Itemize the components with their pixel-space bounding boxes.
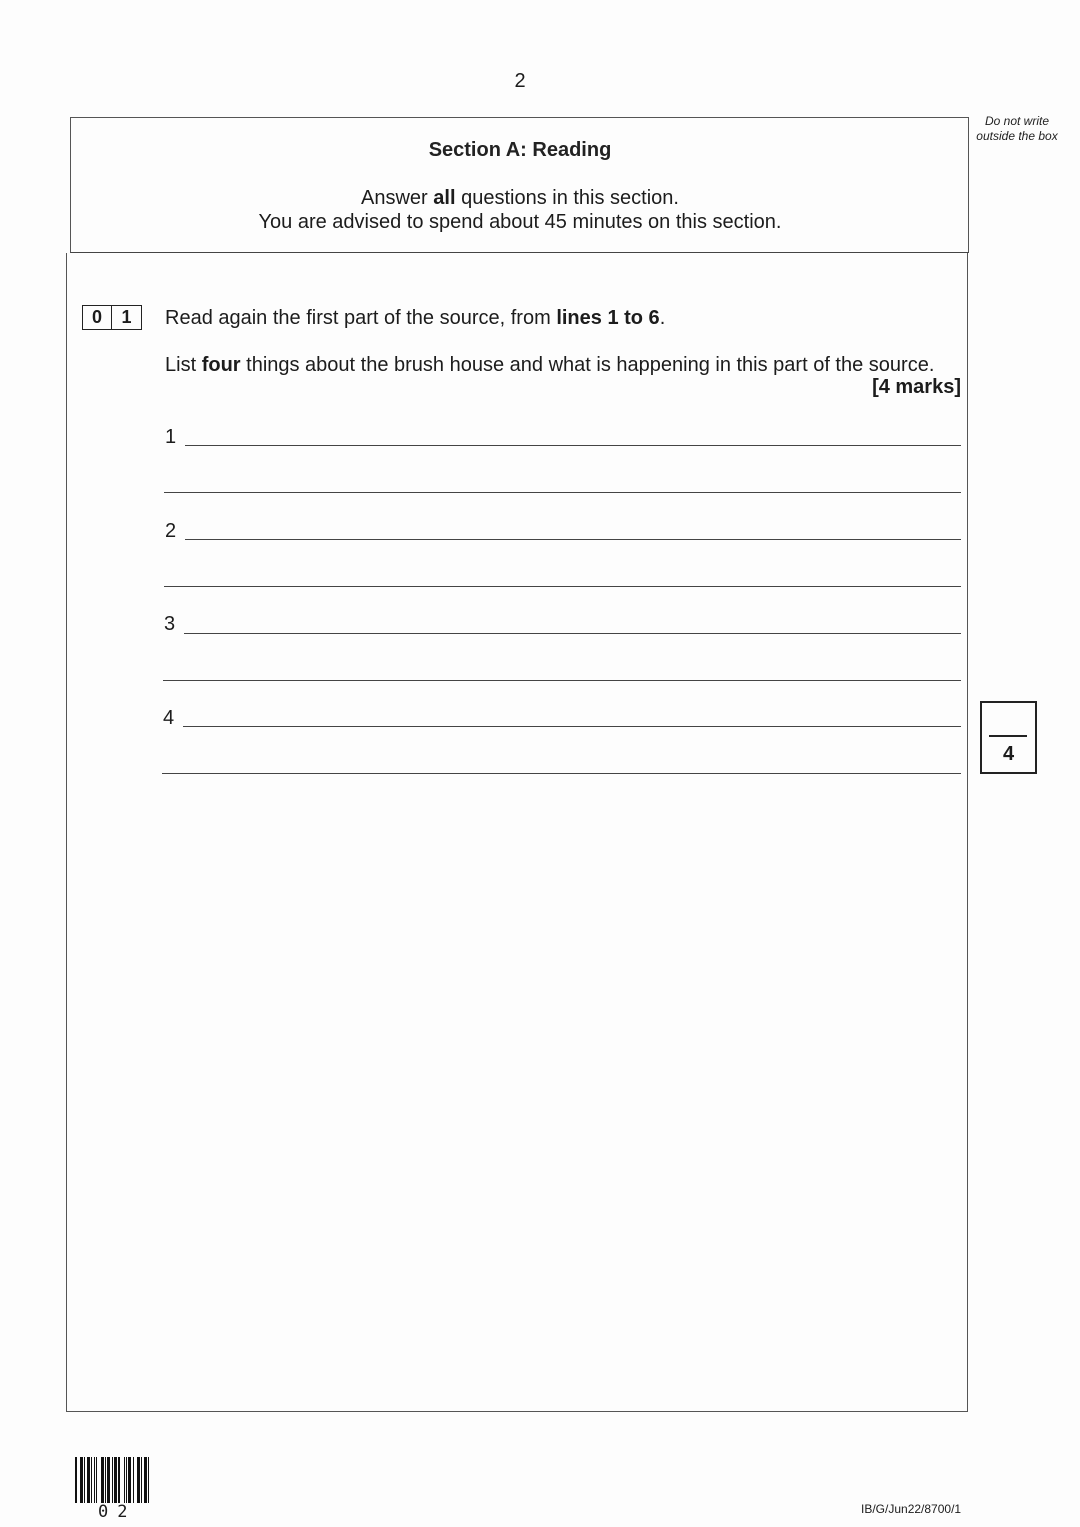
instruction-text: questions in this section. [455,187,679,209]
question-number [82,305,142,330]
instruction-line-2: You are advised to spend about 45 minutes on this section. [258,211,782,233]
instruction-text: Answer [361,187,434,209]
prompt-text: things about the brush house and what is happening in this part of the source. [240,354,935,376]
prompt-text: . [659,307,666,329]
score-total: 4 [1002,743,1015,765]
answer-number: 2 [165,520,177,542]
instruction-emphasis: all [433,187,456,209]
question-prompt-reread [165,307,665,330]
answer-number: 1 [165,426,177,448]
question-prompt-task [165,354,934,377]
answer-number: 4 [163,707,175,729]
answer-line-2a[interactable] [185,539,961,540]
answer-line-4a[interactable] [183,726,961,727]
barcode-label: 02 [98,1502,137,1522]
answer-line-1a[interactable] [185,445,961,446]
section-title: Section A: Reading [428,139,612,161]
score-divider [989,735,1027,737]
answer-line-4b[interactable] [162,773,961,774]
prompt-text: List [165,354,202,376]
page-number: 2 [514,70,526,92]
answer-line-3b[interactable] [163,680,961,681]
prompt-emphasis: lines 1 to 6 [556,307,660,329]
answer-line-1b[interactable] [164,492,961,493]
question-number-digit: 1 [112,305,142,330]
paper-reference-code: IB/G/Jun22/8700/1 [861,1502,962,1516]
answer-line-2b[interactable] [164,586,961,587]
margin-note: Do not write outside the box [976,114,1058,143]
answer-line-3a[interactable] [184,633,961,634]
prompt-text: Read again the first part of the source, from [165,307,557,329]
instruction-line-1 [70,186,970,210]
section-instructions [70,186,970,234]
barcode-icon [75,1457,149,1503]
answer-area-box [66,253,968,1412]
question-number-digit: 0 [82,305,112,330]
prompt-emphasis: four [201,354,241,376]
marks-label: [4 marks] [872,376,961,398]
answer-number: 3 [164,613,176,635]
